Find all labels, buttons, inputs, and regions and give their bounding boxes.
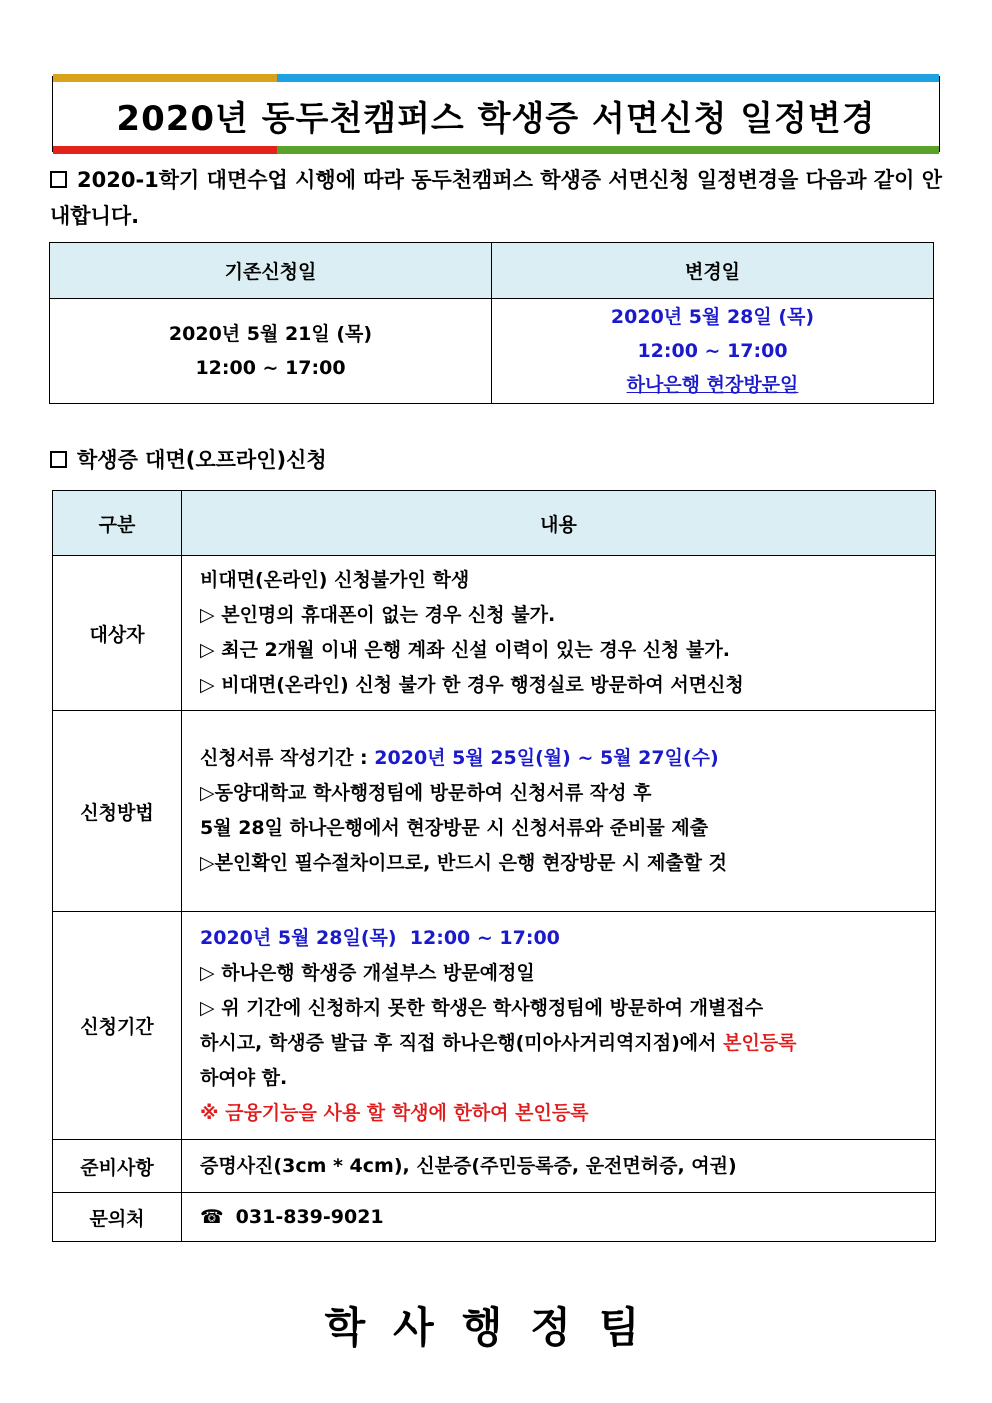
title-box [52, 76, 940, 152]
target-line: 비대면(온라인) 신청불가인 학생 [200, 569, 470, 591]
method-line: ▷본인확인 필수절차이므로, 반드시 은행 현장방문 시 제출할 것 [200, 852, 727, 874]
intro-text: 2020-1학기 대면수업 시행에 따라 동두천캠퍼스 학생증 서면신청 일정변경을 다음과 같이 안내합니다. [50, 168, 942, 228]
contact-cell [182, 1193, 936, 1242]
detail-table [52, 490, 936, 1242]
new-time: 12:00 ~ 17:00 [637, 340, 788, 362]
section2-heading [50, 444, 327, 474]
period-line: ▷ 하나은행 학생증 개설부스 방문예정일 [200, 961, 535, 984]
method-period-label: 신청서류 작성기간 : [200, 747, 375, 769]
target-label: 대상자 [53, 556, 182, 711]
contact-label: 문의처 [53, 1193, 182, 1242]
target-content [182, 556, 936, 711]
section2-title: 학생증 대면(오프라인)신청 [77, 448, 327, 472]
page-title: 2020년 동두천캠퍼스 학생증 서면신청 일정변경 [116, 99, 876, 139]
old-date: 2020년 5월 21일 (목) [168, 323, 373, 345]
table-row [53, 1140, 936, 1193]
target-line: ▷ 최근 2개월 이내 은행 계좌 신설 이력이 있는 경우 신청 불가. [200, 639, 730, 661]
new-date: 2020년 5월 28일 (목) [610, 306, 815, 328]
table-row [53, 912, 936, 1140]
method-line: ▷동양대학교 학사행정팀에 방문하여 신청서류 작성 후 [200, 782, 652, 804]
period-date-line: 2020년 5월 28일(목) 12:00 ~ 17:00 [200, 926, 560, 949]
phone-icon: ☎ [200, 1205, 224, 1228]
method-label: 신청방법 [53, 711, 182, 912]
new-date-cell [492, 299, 934, 404]
new-note: 하나은행 현장방문일 [626, 374, 799, 396]
method-period-value: 2020년 5월 25일(월) ~ 5월 27일(수) [374, 747, 719, 769]
period-line: 하여야 함. [200, 1066, 288, 1089]
header-category: 구분 [53, 491, 182, 556]
header-content: 내용 [182, 491, 936, 556]
header-new-date: 변경일 [492, 243, 934, 299]
self-registration-text: 본인등록 [723, 1031, 797, 1054]
header-old-date: 기존신청일 [50, 243, 492, 299]
prep-label: 준비사항 [53, 1140, 182, 1193]
period-line: ▷ 위 기간에 신청하지 못한 학생은 학사행정팀에 방문하여 개별접수 [200, 996, 764, 1019]
period-label: 신청기간 [53, 912, 182, 1140]
old-time: 12:00 ~ 17:00 [195, 357, 346, 379]
table-row [53, 711, 936, 912]
contact-value: 031-839-9021 [235, 1205, 384, 1228]
intro-paragraph [50, 162, 942, 234]
checkbox-square-icon [50, 451, 67, 468]
table-row [53, 1193, 936, 1242]
old-date-cell [50, 299, 492, 404]
title-top-bar [53, 74, 939, 82]
target-line: ▷ 본인명의 휴대폰이 없는 경우 신청 불가. [200, 604, 556, 626]
prep-value: 증명사진(3cm * 4cm), 신분증(주민등록증, 운전면허증, 여권) [182, 1140, 936, 1193]
period-note: ※ 금융기능을 사용 할 학생에 한하여 본인등록 [200, 1101, 589, 1124]
checkbox-square-icon [50, 171, 67, 188]
title-bottom-bar [53, 146, 939, 154]
period-content [182, 912, 936, 1140]
schedule-table [49, 242, 934, 404]
method-content [182, 711, 936, 912]
target-line: ▷ 비대면(온라인) 신청 불가 한 경우 행정실로 방문하여 서면신청 [200, 674, 744, 696]
footer-department: 학사행정팀 [324, 1303, 668, 1352]
period-line: 하시고, 학생증 발급 후 직접 하나은행(미아사거리역지점)에서 [200, 1031, 724, 1054]
method-line: 5월 28일 하나은행에서 현장방문 시 신청서류와 준비물 제출 [200, 817, 709, 839]
table-row [53, 556, 936, 711]
